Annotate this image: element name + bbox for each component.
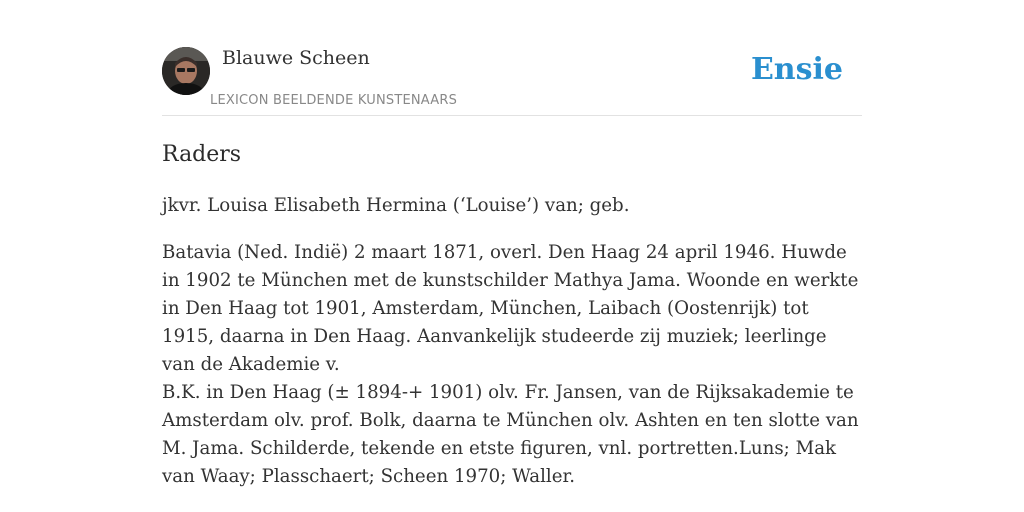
article-title: Raders: [162, 142, 242, 167]
article-paragraph: B.K. in Den Haag (± 1894-+ 1901) olv. Fr. Jansen, van de Rijksakademie te Amsterdam olv. prof. Bolk, daarna te München olv. Ashten en ten slotte van M. Jama. Schilderde, tekende en etste figuren, vnl. portretten.Luns; Mak van Waay; Plasschaert; Scheen 1970; Waller.: [162, 382, 859, 487]
header-divider: [162, 115, 862, 116]
article-paragraph: Batavia (Ned. Indië) 2 maart 1871, overl. Den Haag 24 april 1946. Huwde in 1902 te München met de kunstschilder Mathya Jama. Woonde en werkte in Den Haag tot 1901, Amsterdam, München, Laibach (Oostenrijk) tot 1915, daarna in Den Haag. Aanvankelijk studeerde zij muziek; leerlinge van de Akademie v.: [162, 242, 859, 375]
author-name[interactable]: Blauwe Scheen: [222, 47, 370, 69]
lexicon-subtitle[interactable]: LEXICON BEELDENDE KUNSTENAARS: [210, 93, 458, 108]
person-portrait-icon: [162, 47, 210, 95]
author-avatar[interactable]: [162, 47, 210, 95]
ensie-logo[interactable]: Ensie: [750, 52, 843, 87]
article-paragraph: jkvr. Louisa Elisabeth Hermina (‘Louise’) van; geb.: [162, 195, 630, 216]
